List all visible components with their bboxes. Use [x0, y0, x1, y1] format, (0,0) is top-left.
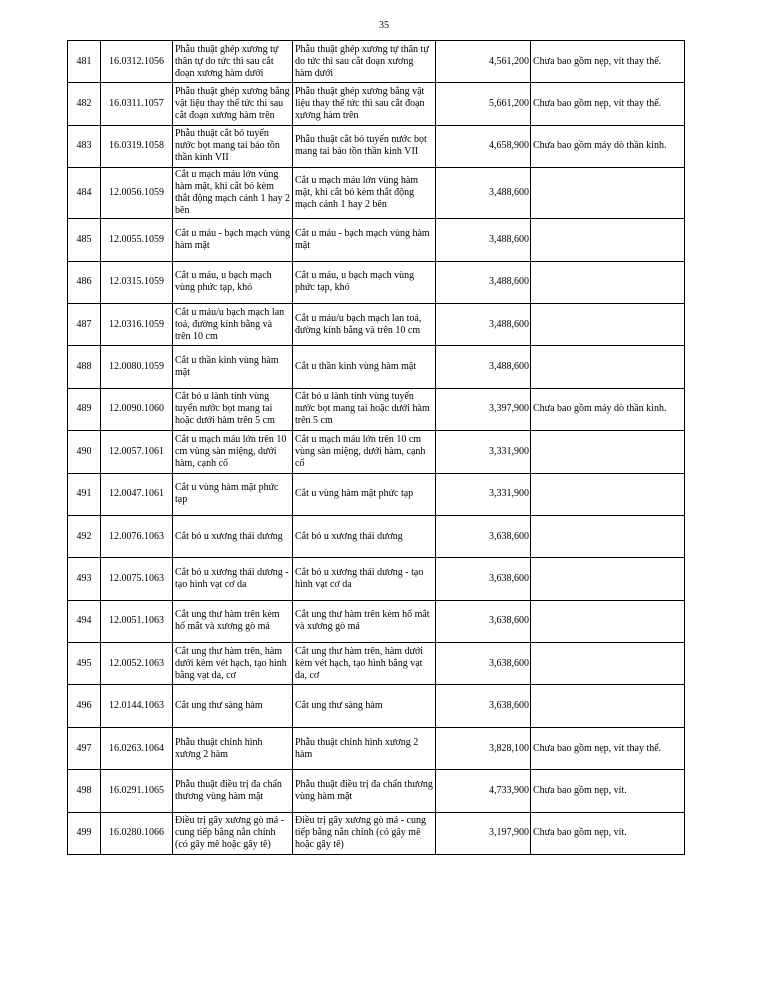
row-number: 494 [68, 600, 101, 642]
service-price: 3,638,600 [436, 558, 531, 600]
table-row [68, 643, 685, 685]
service-price: 3,638,600 [436, 600, 531, 642]
table-row [68, 727, 685, 769]
service-note [531, 431, 685, 473]
service-code: 12.0052.1063 [101, 643, 173, 685]
service-price: 3,331,900 [436, 473, 531, 515]
service-name: Cắt u thần kinh vùng hàm mặt [173, 346, 293, 388]
table-row [68, 83, 685, 125]
row-number: 492 [68, 515, 101, 557]
service-code: 12.0056.1059 [101, 168, 173, 219]
service-code: 16.0319.1058 [101, 125, 173, 167]
row-number: 486 [68, 261, 101, 303]
service-name: Cắt ung thư hàm trên, hàm dưới kèm vét hạch, tạo hình bằng vạt da, cơ [173, 643, 293, 685]
service-price: 3,638,600 [436, 643, 531, 685]
table-row [68, 812, 685, 854]
price-table [67, 40, 685, 855]
row-number: 483 [68, 125, 101, 167]
service-name-reference: Cắt ung thư hàm trên kèm hố mắt và xương gò má [293, 600, 436, 642]
row-number: 482 [68, 83, 101, 125]
service-note: Chưa bao gồm máy dò thần kinh. [531, 125, 685, 167]
service-note [531, 219, 685, 261]
service-note [531, 643, 685, 685]
service-code: 12.0144.1063 [101, 685, 173, 727]
table-row [68, 473, 685, 515]
service-price: 3,828,100 [436, 727, 531, 769]
service-price: 4,658,900 [436, 125, 531, 167]
service-price: 4,561,200 [436, 41, 531, 83]
service-note [531, 346, 685, 388]
service-name: Phẫu thuật chỉnh hình xương 2 hàm [173, 727, 293, 769]
service-code: 16.0312.1056 [101, 41, 173, 83]
table-row [68, 261, 685, 303]
row-number: 491 [68, 473, 101, 515]
service-name: Cắt bỏ u lành tính vùng tuyến nước bọt mang tai hoặc dưới hàm trên 5 cm [173, 388, 293, 430]
service-note [531, 168, 685, 219]
service-code: 16.0280.1066 [101, 812, 173, 854]
row-number: 498 [68, 770, 101, 812]
service-name-reference: Cắt ung thư hàm trên, hàm dưới kèm vét hạch, tạo hình bằng vạt da, cơ [293, 643, 436, 685]
service-price: 3,488,600 [436, 261, 531, 303]
service-name-reference: Phẫu thuật ghép xương bằng vật liệu thay thế tức thì sau cắt đoạn xương hàm trên [293, 83, 436, 125]
service-code: 12.0047.1061 [101, 473, 173, 515]
service-name-reference: Điều trị gãy xương gò má - cung tiếp bằng nắn chỉnh (có gây mê hoặc gây tê) [293, 812, 436, 854]
table-row [68, 41, 685, 83]
service-note [531, 600, 685, 642]
service-price: 3,638,600 [436, 515, 531, 557]
table-row [68, 388, 685, 430]
service-price: 3,488,600 [436, 168, 531, 219]
service-code: 12.0075.1063 [101, 558, 173, 600]
table-row [68, 515, 685, 557]
table-row [68, 600, 685, 642]
row-number: 496 [68, 685, 101, 727]
service-price: 3,197,900 [436, 812, 531, 854]
table-row [68, 219, 685, 261]
service-note: Chưa bao gồm máy dò thần kinh. [531, 388, 685, 430]
service-code: 16.0263.1064 [101, 727, 173, 769]
service-name-reference: Phẫu thuật chỉnh hình xương 2 hàm [293, 727, 436, 769]
service-name: Cắt u mạch máu lớn trên 10 cm vùng sàn miệng, dưới hàm, cạnh cổ [173, 431, 293, 473]
row-number: 485 [68, 219, 101, 261]
service-price: 3,331,900 [436, 431, 531, 473]
service-name-reference: Cắt u máu, u bạch mạch vùng phức tạp, khó [293, 261, 436, 303]
service-name-reference: Cắt bỏ u lành tính vùng tuyến nước bọt mang tai hoặc dưới hàm trên 5 cm [293, 388, 436, 430]
row-number: 484 [68, 168, 101, 219]
service-note [531, 303, 685, 345]
service-code: 12.0057.1061 [101, 431, 173, 473]
service-name-reference: Cắt u máu - bạch mạch vùng hàm mặt [293, 219, 436, 261]
table-row [68, 770, 685, 812]
service-name-reference: Cắt u máu/u bạch mạch lan toả, đường kính bằng và trên 10 cm [293, 303, 436, 345]
table-row [68, 346, 685, 388]
service-name-reference: Cắt u mạch máu lớn trên 10 cm vùng sàn miệng, dưới hàm, cạnh cổ [293, 431, 436, 473]
service-name-reference: Cắt bỏ u xương thái dương [293, 515, 436, 557]
service-name: Cắt ung thư hàm trên kèm hố mắt và xương gò má [173, 600, 293, 642]
service-name: Cắt u vùng hàm mặt phức tạp [173, 473, 293, 515]
service-price: 3,488,600 [436, 303, 531, 345]
page-number: 35 [379, 20, 389, 31]
row-number: 495 [68, 643, 101, 685]
service-name-reference: Cắt u thần kinh vùng hàm mặt [293, 346, 436, 388]
service-name: Cắt bỏ u xương thái dương - tạo hình vạt cơ da [173, 558, 293, 600]
service-code: 16.0311.1057 [101, 83, 173, 125]
service-note: Chưa bao gồm nẹp, vít thay thế. [531, 41, 685, 83]
service-name: Cắt u mạch máu lớn vùng hàm mặt, khi cắt bỏ kèm thắt động mạch cảnh 1 hay 2 bên [173, 168, 293, 219]
table-row [68, 431, 685, 473]
service-note: Chưa bao gồm nẹp, vít. [531, 812, 685, 854]
service-note: Chưa bao gồm nẹp, vít thay thế. [531, 727, 685, 769]
service-price: 5,661,200 [436, 83, 531, 125]
service-note [531, 558, 685, 600]
service-name: Cắt u máu - bạch mạch vùng hàm mặt [173, 219, 293, 261]
service-price: 3,638,600 [436, 685, 531, 727]
table-row [68, 685, 685, 727]
service-note: Chưa bao gồm nẹp, vít. [531, 770, 685, 812]
service-name: Phẫu thuật ghép xương bằng vật liệu thay thế tức thì sau cắt đoạn xương hàm trên [173, 83, 293, 125]
service-name-reference: Phẫu thuật ghép xương tự thân tự do tức thì sau cắt đoạn xương hàm dưới [293, 41, 436, 83]
service-name-reference: Cắt ung thư sàng hàm [293, 685, 436, 727]
service-name-reference: Cắt bỏ u xương thái dương - tạo hình vạt cơ da [293, 558, 436, 600]
service-code: 12.0051.1063 [101, 600, 173, 642]
service-name: Cắt u máu, u bạch mạch vùng phức tạp, khó [173, 261, 293, 303]
service-name-reference: Phẫu thuật điều trị đa chấn thương vùng hàm mặt [293, 770, 436, 812]
service-code: 12.0055.1059 [101, 219, 173, 261]
row-number: 487 [68, 303, 101, 345]
service-note [531, 473, 685, 515]
service-price: 3,488,600 [436, 219, 531, 261]
service-name: Điều trị gãy xương gò má - cung tiếp bằng nắn chỉnh (có gây mê hoặc gây tê) [173, 812, 293, 854]
service-code: 12.0316.1059 [101, 303, 173, 345]
service-name: Cắt ung thư sàng hàm [173, 685, 293, 727]
row-number: 497 [68, 727, 101, 769]
service-price: 3,397,900 [436, 388, 531, 430]
service-code: 16.0291.1065 [101, 770, 173, 812]
service-name-reference: Cắt u mạch máu lớn vùng hàm mặt, khi cắt bỏ kèm thắt động mạch cảnh 1 hay 2 bên [293, 168, 436, 219]
service-name-reference: Cắt u vùng hàm mặt phức tạp [293, 473, 436, 515]
service-note [531, 515, 685, 557]
service-note [531, 685, 685, 727]
service-name: Phẫu thuật ghép xương tự thân tự do tức thì sau cắt đoạn xương hàm dưới [173, 41, 293, 83]
price-table-body [68, 41, 685, 855]
service-code: 12.0090.1060 [101, 388, 173, 430]
row-number: 481 [68, 41, 101, 83]
service-code: 12.0080.1059 [101, 346, 173, 388]
row-number: 488 [68, 346, 101, 388]
table-row [68, 558, 685, 600]
row-number: 493 [68, 558, 101, 600]
service-name: Cắt bỏ u xương thái dương [173, 515, 293, 557]
row-number: 489 [68, 388, 101, 430]
service-price: 4,733,900 [436, 770, 531, 812]
service-name: Phẫu thuật cắt bỏ tuyến nước bọt mang tai bảo tồn thần kinh VII [173, 125, 293, 167]
service-note [531, 261, 685, 303]
service-name: Phẫu thuật điều trị đa chấn thương vùng hàm mặt [173, 770, 293, 812]
row-number: 490 [68, 431, 101, 473]
row-number: 499 [68, 812, 101, 854]
service-note: Chưa bao gồm nẹp, vít thay thế. [531, 83, 685, 125]
service-name: Cắt u máu/u bạch mạch lan toả, đường kính bằng và trên 10 cm [173, 303, 293, 345]
service-price: 3,488,600 [436, 346, 531, 388]
service-name-reference: Phẫu thuật cắt bỏ tuyến nước bọt mang tai bảo tồn thần kinh VII [293, 125, 436, 167]
table-row [68, 168, 685, 219]
service-code: 12.0076.1063 [101, 515, 173, 557]
service-code: 12.0315.1059 [101, 261, 173, 303]
table-row [68, 125, 685, 167]
table-row [68, 303, 685, 345]
